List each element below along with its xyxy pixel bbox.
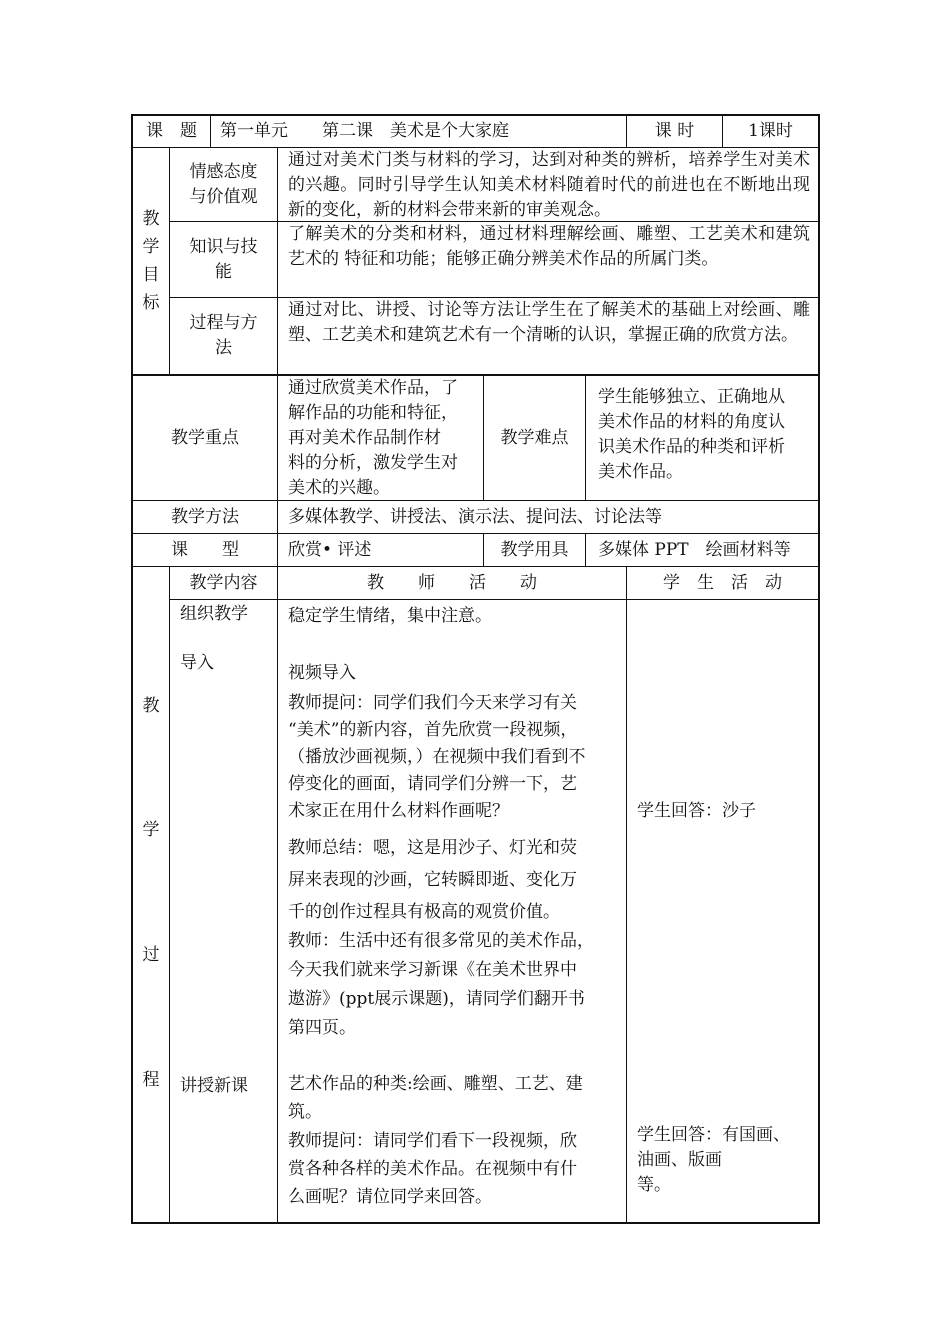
col-divider [210, 114, 211, 148]
key-points-text: 通过欣赏美术作品，了 解作品的功能和特征， 再对美术作品制作材 料的分析，激发学生对 美术的兴趣。 [288, 378, 458, 498]
method-value: 多媒体教学、讲授法、演示法、提问法、讨论法等 [288, 507, 662, 527]
objective-text-process: 通过对比、讲授、讨论等方法让学生在了解美术的基础上对绘画、雕塑、工艺美术和建筑艺术有一个清晰的认识，掌握正确的欣赏方法。 [288, 300, 810, 345]
hours-label: 课 时 [654, 121, 695, 141]
lesson-type-value: 欣赏• 评述 [288, 540, 372, 560]
objective-text-attitude: 通过对美术门类与材料的学习，达到对种类的辨析，培养学生对美术的兴趣。同时引导学生认知美术材料随着时代的前进也在不断地出现新的变化，新的材料会带来新的审美观念。 [288, 150, 810, 220]
hours-value: 1课时 [748, 121, 793, 141]
process-label-char: 过 [142, 945, 160, 965]
tools-label: 教学用具 [500, 539, 569, 560]
method-label: 教学方法 [171, 506, 239, 527]
content-item-intro: 导入 [180, 653, 214, 673]
table-border-bottom [131, 1222, 820, 1224]
topic-label: 课 题 [146, 121, 197, 141]
objectives-label: 教 学 目 标 [142, 209, 160, 313]
table-border-right [818, 114, 820, 1224]
objective-name-process: 过程与方 法 [189, 313, 258, 358]
difficulty-label: 教学难点 [500, 427, 569, 448]
content-item-organize: 组织教学 [180, 604, 248, 624]
process-label-char: 教 [142, 696, 160, 716]
objective-text-knowledge: 了解美术的分类和材料，通过材料理解绘画、雕塑、工艺美术和建筑艺术的 特征和功能；能够正确分辨美术作品的所属门类。 [288, 224, 810, 269]
process-label-char: 学 [142, 820, 160, 840]
student-answer: 学生回答：沙子 [637, 801, 756, 821]
student-answer: 学生回答：有国画、 油画、版画 等。 [637, 1125, 790, 1195]
teacher-paragraph: 教师提问：同学们我们今天来学习有关 “美术”的新内容，首先欣赏一段视频， （播放沙画视频，）在视频中我们看到不 停变化的画面，请同学们分辨一下，艺 术家正在用什么材料作画呢？ [288, 693, 586, 821]
col-header-content: 教学内容 [189, 572, 258, 593]
content-item-new-lesson: 讲授新课 [180, 1076, 248, 1096]
col-divider [626, 566, 627, 1224]
teacher-paragraph: 教师总结：嗯，这是用沙子、灯光和荧 屏来表现的沙画，它转瞬即逝、变化万 千的创作过程具有极高的观赏价值。 [288, 838, 577, 922]
col-header-teacher: 教 师 活 动 [367, 572, 537, 593]
teacher-paragraph: 教师提问：请同学们看下一段视频，欣 赏各种各样的美术作品。在视频中有什 么画呢？请位同学来回答。 [288, 1131, 577, 1207]
topic-value: 第一单元 第二课 美术是个大家庭 [220, 121, 509, 141]
difficulty-text: 学生能够独立、正确地从 美术作品的材料的角度认 识美术作品的种类和评析 美术作品。 [598, 387, 785, 482]
teacher-paragraph: 稳定学生情绪，集中注意。 [288, 606, 492, 626]
teacher-paragraph: 教师：生活中还有很多常见的美术作品， 今天我们就来学习新课《在美术世界中 遨游》(ppt展示课题)，请同学们翻开书 第四页。 [288, 931, 594, 1038]
col-header-student: 学 生 活 动 [663, 572, 782, 593]
lesson-type-label: 课 型 [171, 539, 239, 560]
tools-value: 多媒体 PPT 绘画材料等 [598, 540, 791, 560]
teacher-paragraph: 视频导入 [288, 663, 356, 683]
objective-name-knowledge: 知识与技 能 [189, 236, 258, 282]
key-points-label: 教学重点 [171, 427, 239, 448]
process-label-char: 程 [142, 1070, 160, 1090]
objective-name-attitude: 情感态度 与价值观 [189, 161, 258, 207]
teacher-paragraph: 艺术作品的种类:绘画、雕塑、工艺、建 筑。 [288, 1074, 583, 1122]
col-divider [169, 566, 170, 1224]
row-divider [169, 599, 820, 600]
